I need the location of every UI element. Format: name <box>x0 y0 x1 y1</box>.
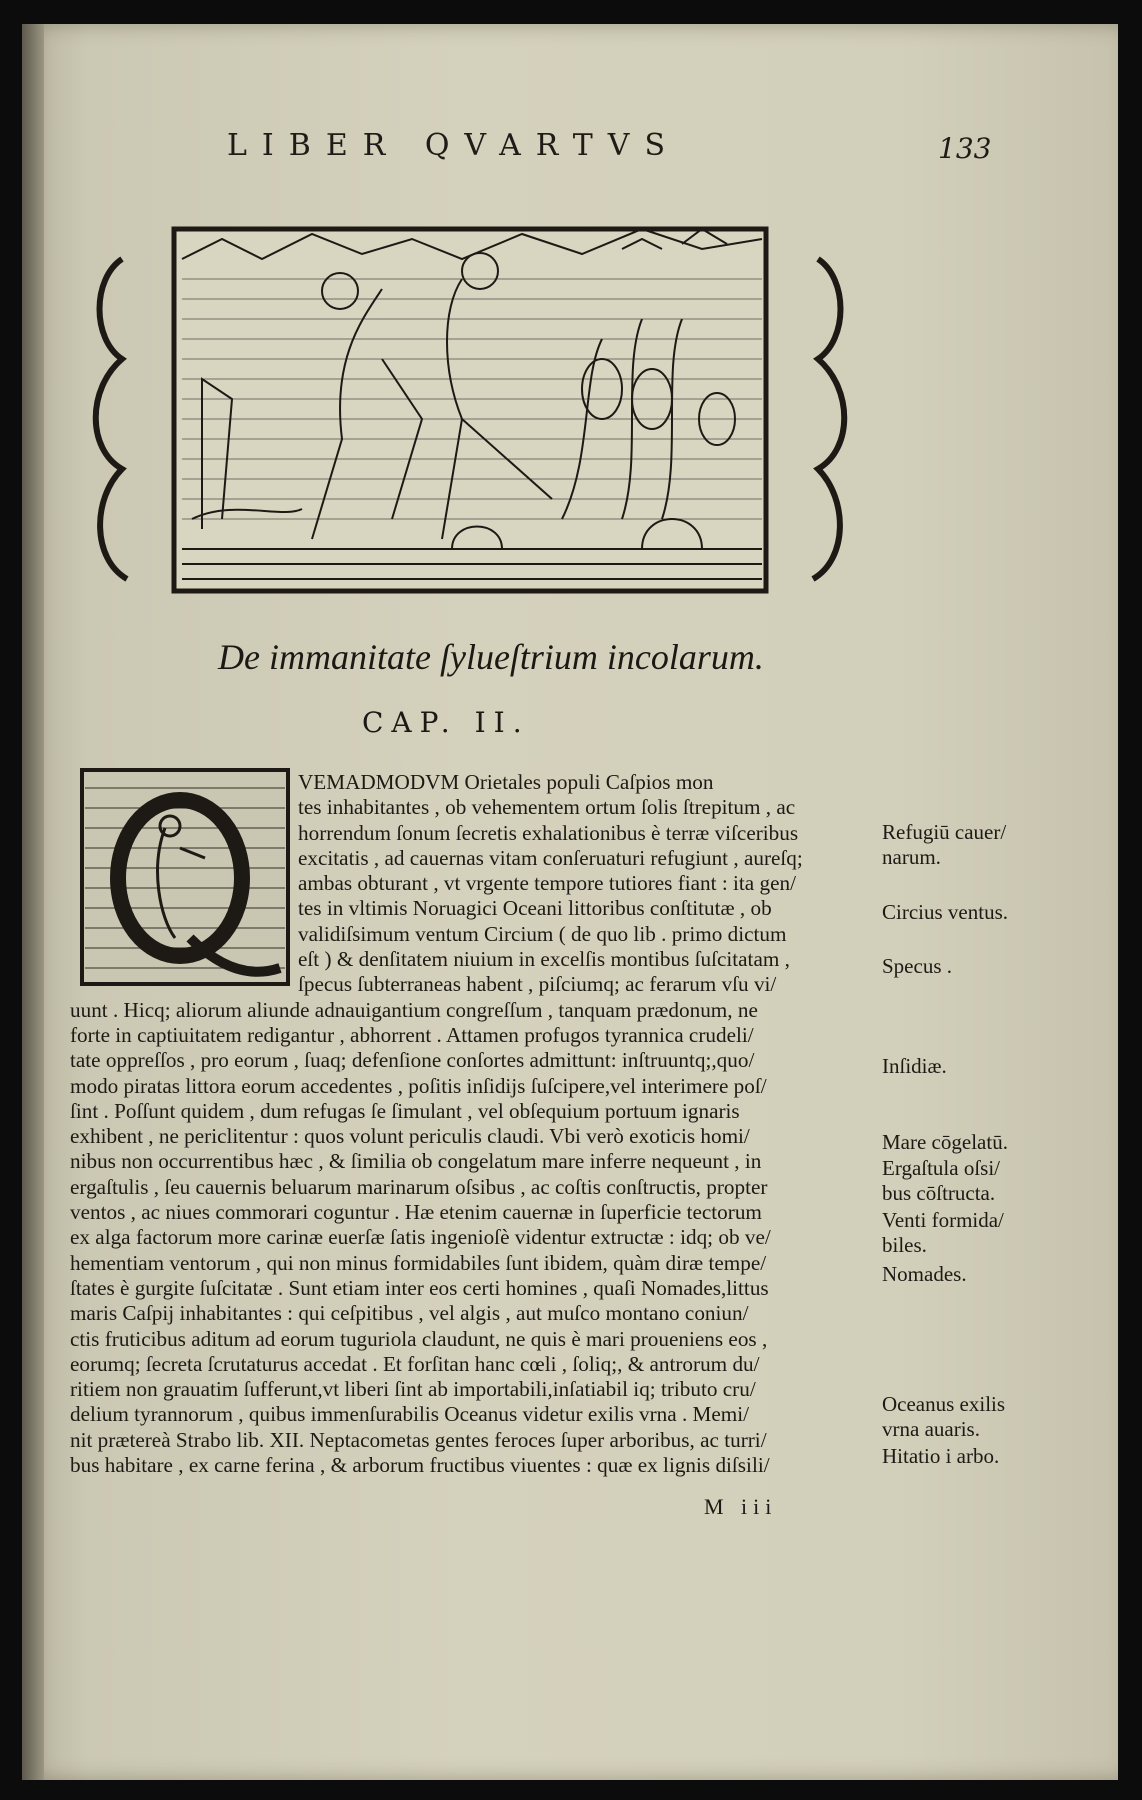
text-line: uunt . Hicq; aliorum aliunde adnauigantium congreſſum , tanquam prædonum, ne <box>70 997 758 1022</box>
woodcut-illustration-icon <box>82 219 858 604</box>
margin-note-line: vrna auaris. <box>882 1417 980 1441</box>
margin-note-line: Mare cōgelatū. <box>882 1130 1008 1154</box>
running-title: LIBER QVARTVS <box>227 128 681 163</box>
text-line: nit prætereà Strabo lib. XII. Neptacometas gentes feroces ſuper arboribus, ac turri/ <box>70 1427 767 1452</box>
text-line: nibus non occurrentibus hæc , & ſimilia ob congelatum mare inferre nequeunt , in <box>70 1149 762 1174</box>
text-line: forte in captiuitatem redigantur , abhorrent . Attamen profugos tyrannica crudeli/ <box>70 1022 754 1047</box>
margin-note <box>882 1392 1005 1442</box>
margin-note-line: Ergaſtula oſsi/ <box>882 1156 1001 1180</box>
text-line: bus habitare , ex carne ferina , & arborum fructibus viuentes : quæ ex lignis diſsili/ <box>70 1453 770 1478</box>
margin-note <box>882 820 1006 870</box>
page-number: 133 <box>938 132 992 165</box>
text-line: hementiam ventorum , qui non minus formidabiles ſunt ibidem, quàm diræ tempe/ <box>70 1250 767 1275</box>
margin-note <box>882 1208 1004 1258</box>
text-line: ventos , ac niues commorari coguntur . Hæ etenim cauernæ in ſuperficie tectorum <box>70 1200 762 1225</box>
margin-note-line: Nomades. <box>882 1262 967 1286</box>
margin-note <box>882 900 1008 925</box>
chapter-title: De immanitate ſylueſtrium incolarum. <box>218 637 764 677</box>
book-page <box>22 24 1118 1780</box>
margin-note <box>882 1054 947 1079</box>
margin-note-line: biles. <box>882 1233 927 1257</box>
margin-note <box>882 954 952 979</box>
text-line: validiſsimum ventum Circium ( de quo lib . primo dictum <box>298 921 787 946</box>
text-line: modo piratas littora eorum accedentes , poſitis inſidijs ſuſcipere,vel interimere poſ/ <box>70 1073 767 1098</box>
margin-note-line: Inſidiæ. <box>882 1054 947 1078</box>
margin-note-line: narum. <box>882 845 941 869</box>
text-line: ritiem non grauatim ſufferunt,vt liberi ſint ab importabili,inſatiabil iq; tributo cru/ <box>70 1377 756 1402</box>
text-line: tes inhabitantes , ob vehementem ortum ſolis ſtrepitum , ac <box>298 795 796 820</box>
text-line: eorumq; ſecreta ſcrutaturus accedat . Et forſitan hanc cœli , ſoliq;, & antrorum du/ <box>70 1351 760 1376</box>
signature-mark: M iii <box>704 1494 778 1519</box>
text-line: delium tyrannorum , quibus immenſurabilis Oceanus videtur exilis vrna . Memi/ <box>70 1402 750 1427</box>
text-line: eſt ) & denſitatem niuium in excelſis montibus ſuſcitatam , <box>298 947 790 972</box>
margin-note-line: Circius ventus. <box>882 900 1008 924</box>
text-line: maris Caſpij inhabitantes : qui ceſpitibus , vel algis , aut muſco montano coniun/ <box>70 1301 749 1326</box>
margin-note-line: Specus . <box>882 954 952 978</box>
text-line: ſint . Poſſunt quidem , dum refugas ſe ſimulant , vel obſequium portuum ignaris <box>70 1098 740 1123</box>
text-line: exhibent , ne periclitentur : quos volunt periculis claudi. Vbi verò exoticis homi/ <box>70 1124 750 1149</box>
margin-note-line: bus cōſtructa. <box>882 1181 996 1205</box>
margin-note <box>882 1262 967 1287</box>
book-binding <box>22 24 44 1780</box>
text-line: ctis fruticibus aditum ad eorum tuguriola claudunt, ne quis è mari proueniens eos , <box>70 1326 768 1351</box>
margin-note-line: Refugiū cauer/ <box>882 820 1007 844</box>
text-line: ergaſtulis , ſeu cauernis beluarum marinarum oſsibus , ac coſtis conſtructis, propter <box>70 1174 768 1199</box>
text-line: ſtates è gurgite ſuſcitatæ . Sunt etiam inter eos certi homines , quaſi Nomades,littus <box>70 1275 769 1300</box>
margin-note-line: Oceanus exilis <box>882 1392 1006 1416</box>
text-line: VEMADMODVM Orietales populi Caſpios mon <box>298 770 714 794</box>
margin-note-line: Venti formida/ <box>882 1208 1004 1232</box>
margin-note <box>882 1156 1000 1206</box>
text-line: tate oppreſſos , pro eorum , ſuaq; defenſione conſortes admittunt: inſtruuntq;,quo/ <box>70 1048 755 1073</box>
text-line: ſpecus ſubterraneas habent , piſciumq; ac ferarum vſu vi/ <box>298 972 777 997</box>
text-line: tes in vltimis Noruagici Oceani littoribus conſtitutæ , ob <box>298 896 772 921</box>
text-line: horrendum ſonum ſecretis exhalationibus è terræ viſceribus <box>298 820 799 845</box>
text-line: ambas obturant , vt vrgente tempore tutiores fiant : ita gen/ <box>298 871 796 896</box>
margin-note <box>882 1130 1008 1155</box>
text-line: excitatis , ad cauernas vitam conſeruaturi refugiunt , aureſq; <box>298 845 803 870</box>
chapter-number: CAP. II. <box>362 706 530 739</box>
body-text <box>70 770 868 1478</box>
margin-note-line: Hitatio i arbo. <box>882 1444 1000 1468</box>
text-line: ex alga factorum more carinæ euerſæ ſatis ingenioſè videntur extructæ : idq; ob ve/ <box>70 1225 771 1250</box>
margin-note <box>882 1444 999 1469</box>
